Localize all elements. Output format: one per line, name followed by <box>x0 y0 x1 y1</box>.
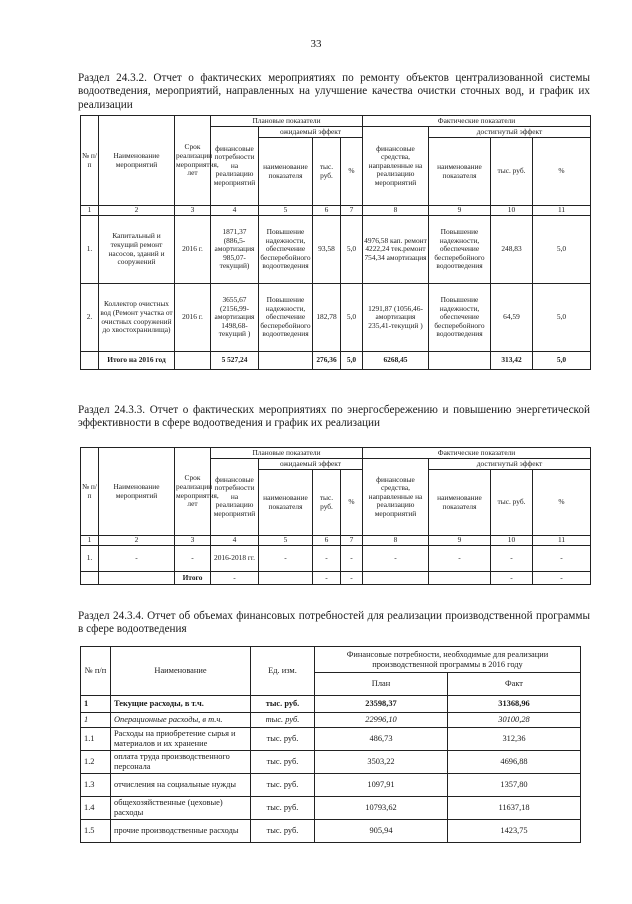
cell-fact-fin: 4976,58 кап. ремонт 4222,24 тек.ремонт 754,34 амортизация <box>363 216 429 284</box>
table-row <box>81 774 581 797</box>
cell-fact: 4696,88 <box>448 751 581 774</box>
cell-name: - <box>99 546 175 572</box>
table-row <box>81 696 581 713</box>
cell-pct: 5,0 <box>341 284 363 352</box>
hdr-name: Наименование <box>111 647 251 696</box>
hdr-plan: Плановые показатели <box>211 116 363 127</box>
hdr-achieved: достигнутый эффект <box>429 127 591 138</box>
cell-name: Коллектор очистных вод (Ремонт участка от очистных сооружений до хвостохранилища) <box>99 284 175 352</box>
hdr-fin: финансовые потребности на реализацию мероприятий <box>211 127 259 206</box>
hdr-fact-fin: финансовые средства, направленные на реализацию мероприятий <box>363 127 429 206</box>
table-row <box>81 216 591 284</box>
cell-rub: 182,78 <box>313 284 341 352</box>
cell-num: 1.5 <box>81 820 111 843</box>
cell-fact: 30100,28 <box>448 713 581 728</box>
section-2-title: Раздел 24.3.3. Отчет о фактических мероприятиях по энергосбережению и повышению энергетической эффективности в сфере водоотведения и график их реализации <box>78 404 590 430</box>
cell-term: 2016 г. <box>175 284 211 352</box>
colnum: 2 <box>99 206 175 216</box>
hdr-effect: ожидаемый эффект <box>259 127 363 138</box>
hdr-num: № п/ п <box>81 448 99 536</box>
colnum: 4 <box>211 536 259 546</box>
cell-term: 2016 г. <box>175 216 211 284</box>
total-label: Итого <box>175 572 211 585</box>
colnum-row <box>81 536 591 546</box>
cell-fin: 3655,67 (2156,99-амортизация 1498,68-текущий ) <box>211 284 259 352</box>
cell-num: 1 <box>81 713 111 728</box>
colnum: 11 <box>533 536 591 546</box>
total-fin: - <box>211 572 259 585</box>
cell-num: 1 <box>81 696 111 713</box>
cell-unit: тыс. руб. <box>251 774 315 797</box>
hdr-unit: Ед. изм. <box>251 647 315 696</box>
cell-unit: тыс. руб. <box>251 751 315 774</box>
cell-fact-pct: - <box>533 546 591 572</box>
cell-fact-fin: - <box>363 546 429 572</box>
hdr-fin: финансовые потребности на реализацию мероприятий <box>211 459 259 536</box>
total-fact-pct: - <box>533 572 591 585</box>
cell-name: общехозяйственные (цеховые) расходы <box>111 797 251 820</box>
table-row <box>81 713 581 728</box>
hdr-rub: тыс. руб. <box>313 138 341 206</box>
cell-fact: 1423,75 <box>448 820 581 843</box>
colnum-row <box>81 206 591 216</box>
cell-fin: 1871,37 (886,5-амортизация 985,07-текущий) <box>211 216 259 284</box>
colnum: 4 <box>211 206 259 216</box>
colnum: 10 <box>491 206 533 216</box>
colnum: 6 <box>313 206 341 216</box>
cell-name: прочие производственные расходы <box>111 820 251 843</box>
total-fact-fin: 6268,45 <box>363 352 429 370</box>
colnum: 9 <box>429 206 491 216</box>
hdr-plan: План <box>315 673 448 696</box>
cell-indicator: - <box>259 546 313 572</box>
total-rub: - <box>313 572 341 585</box>
hdr-name: Наименование мероприятий <box>99 448 175 536</box>
colnum: 8 <box>363 536 429 546</box>
hdr-fact-fin: финансовые средства, направленные на реализацию мероприятий <box>363 459 429 536</box>
cell-name: Капитальный и текущий ремонт насосов, зданий и сооружений <box>99 216 175 284</box>
hdr-fact-pct: % <box>533 470 591 536</box>
cell-fact-fin: 1291,87 (1056,46-амортизация 235,41-текущий ) <box>363 284 429 352</box>
section-3-title: Раздел 24.3.4. Отчет об объемах финансовых потребностей для реализации производственной программы в сфере водоотведения <box>78 610 590 636</box>
hdr-fact-rub: тыс. руб. <box>491 138 533 206</box>
cell-fact-indicator: - <box>429 546 491 572</box>
cell-fact-pct: 5,0 <box>533 216 591 284</box>
hdr-fact-pct: % <box>533 138 591 206</box>
hdr-pct: % <box>341 470 363 536</box>
cell-plan: 3503,22 <box>315 751 448 774</box>
table-energy-measures <box>80 447 591 585</box>
hdr-plan: Плановые показатели <box>211 448 363 459</box>
colnum: 8 <box>363 206 429 216</box>
cell-pct: 5,0 <box>341 216 363 284</box>
cell-fin: 2016-2018 гг. <box>211 546 259 572</box>
total-fin: 5 527,24 <box>211 352 259 370</box>
hdr-achieved: достигнутый эффект <box>429 459 591 470</box>
hdr-pct: % <box>341 138 363 206</box>
cell-name: оплата труда производственного персонала <box>111 751 251 774</box>
colnum: 9 <box>429 536 491 546</box>
colnum: 3 <box>175 536 211 546</box>
hdr-term: Срок реализации мероприятия, лет <box>175 116 211 206</box>
colnum: 5 <box>259 206 313 216</box>
cell-fact: 31368,96 <box>448 696 581 713</box>
cell-unit: тыс. руб. <box>251 797 315 820</box>
cell-fact: 1357,80 <box>448 774 581 797</box>
cell-term: - <box>175 546 211 572</box>
hdr-fact: Фактические показатели <box>363 116 591 127</box>
colnum: 10 <box>491 536 533 546</box>
total-label: Итого на 2016 год <box>99 352 175 370</box>
cell-num: 1.1 <box>81 728 111 751</box>
cell-name: Расходы на приобретение сырья и материалов и их хранение <box>111 728 251 751</box>
total-fact-pct: 5,0 <box>533 352 591 370</box>
cell-num: 1. <box>81 546 99 572</box>
cell-name: отчисления на социальные нужды <box>111 774 251 797</box>
total-pct: - <box>341 572 363 585</box>
cell-num: 1.2 <box>81 751 111 774</box>
cell-unit: тыс. руб. <box>251 713 315 728</box>
hdr-needs: Финансовые потребности, необходимые для реализации производственной программы в 2016 году <box>315 647 581 673</box>
table-repair-measures <box>80 115 591 370</box>
cell-fact-indicator: Повышение надежности, обеспечение бесперебойного водоотведения <box>429 216 491 284</box>
cell-plan: 22996,10 <box>315 713 448 728</box>
cell-unit: тыс. руб. <box>251 820 315 843</box>
cell-fact-rub: - <box>491 546 533 572</box>
hdr-fact-ind: наименование показателя <box>429 138 491 206</box>
cell-fact-rub: 248,83 <box>491 216 533 284</box>
cell-indicator: Повышение надежности, обеспечение бесперебойного водоотведения <box>259 216 313 284</box>
cell-rub: 93,58 <box>313 216 341 284</box>
table-row <box>81 820 581 843</box>
cell-fact: 11637,18 <box>448 797 581 820</box>
hdr-rub: тыс. руб. <box>313 470 341 536</box>
table-row <box>81 284 591 352</box>
table-row <box>81 728 581 751</box>
hdr-ind: наименование показателя <box>259 138 313 206</box>
colnum: 3 <box>175 206 211 216</box>
cell-pct: - <box>341 546 363 572</box>
colnum: 11 <box>533 206 591 216</box>
cell-name: Операционные расходы, в т.ч. <box>111 713 251 728</box>
table-financial-needs <box>80 646 581 843</box>
colnum: 1 <box>81 206 99 216</box>
total-row <box>81 352 591 370</box>
hdr-name: Наименование мероприятий <box>99 116 175 206</box>
hdr-fact-rub: тыс. руб. <box>491 470 533 536</box>
cell-indicator: Повышение надежности, обеспечение бесперебойного водоотведения <box>259 284 313 352</box>
cell-plan: 23598,37 <box>315 696 448 713</box>
colnum: 5 <box>259 536 313 546</box>
hdr-num: № п/ п <box>81 116 99 206</box>
total-pct: 5,0 <box>341 352 363 370</box>
cell-plan: 486,73 <box>315 728 448 751</box>
total-fact-rub: - <box>491 572 533 585</box>
cell-num: 1. <box>81 216 99 284</box>
section-1-title: Раздел 24.3.2. Отчет о фактических мероприятиях по ремонту объектов централизованной системы водоотведения, мероприятий, направленных на улучшение качества очистки сточных вод, и график их реализации <box>78 72 590 111</box>
colnum: 6 <box>313 536 341 546</box>
hdr-effect: ожидаемый эффект <box>259 459 363 470</box>
cell-unit: тыс. руб. <box>251 728 315 751</box>
table-row <box>81 797 581 820</box>
total-fact-rub: 313,42 <box>491 352 533 370</box>
colnum: 1 <box>81 536 99 546</box>
cell-num: 1.4 <box>81 797 111 820</box>
colnum: 2 <box>99 536 175 546</box>
total-rub: 276,36 <box>313 352 341 370</box>
hdr-fact: Фактические показатели <box>363 448 591 459</box>
table-row <box>81 751 581 774</box>
cell-fact-rub: 64,59 <box>491 284 533 352</box>
hdr-ind: наименование показателя <box>259 470 313 536</box>
cell-plan: 905,94 <box>315 820 448 843</box>
hdr-num: № п/п <box>81 647 111 696</box>
cell-fact: 312,36 <box>448 728 581 751</box>
cell-name: Текущие расходы, в т.ч. <box>111 696 251 713</box>
table-row <box>81 546 591 572</box>
page-number: 33 <box>310 38 322 50</box>
cell-unit: тыс. руб. <box>251 696 315 713</box>
total-row <box>81 572 591 585</box>
cell-plan: 10793,62 <box>315 797 448 820</box>
cell-num: 1.3 <box>81 774 111 797</box>
cell-fact-indicator: Повышение надежности, обеспечение бесперебойного водоотведения <box>429 284 491 352</box>
colnum: 7 <box>341 206 363 216</box>
hdr-fact: Факт <box>448 673 581 696</box>
cell-fact-pct: 5,0 <box>533 284 591 352</box>
hdr-term: Срок реализации мероприятия, лет <box>175 448 211 536</box>
colnum: 7 <box>341 536 363 546</box>
cell-rub: - <box>313 546 341 572</box>
cell-num: 2. <box>81 284 99 352</box>
hdr-fact-ind: наименование показателя <box>429 470 491 536</box>
cell-plan: 1097,91 <box>315 774 448 797</box>
